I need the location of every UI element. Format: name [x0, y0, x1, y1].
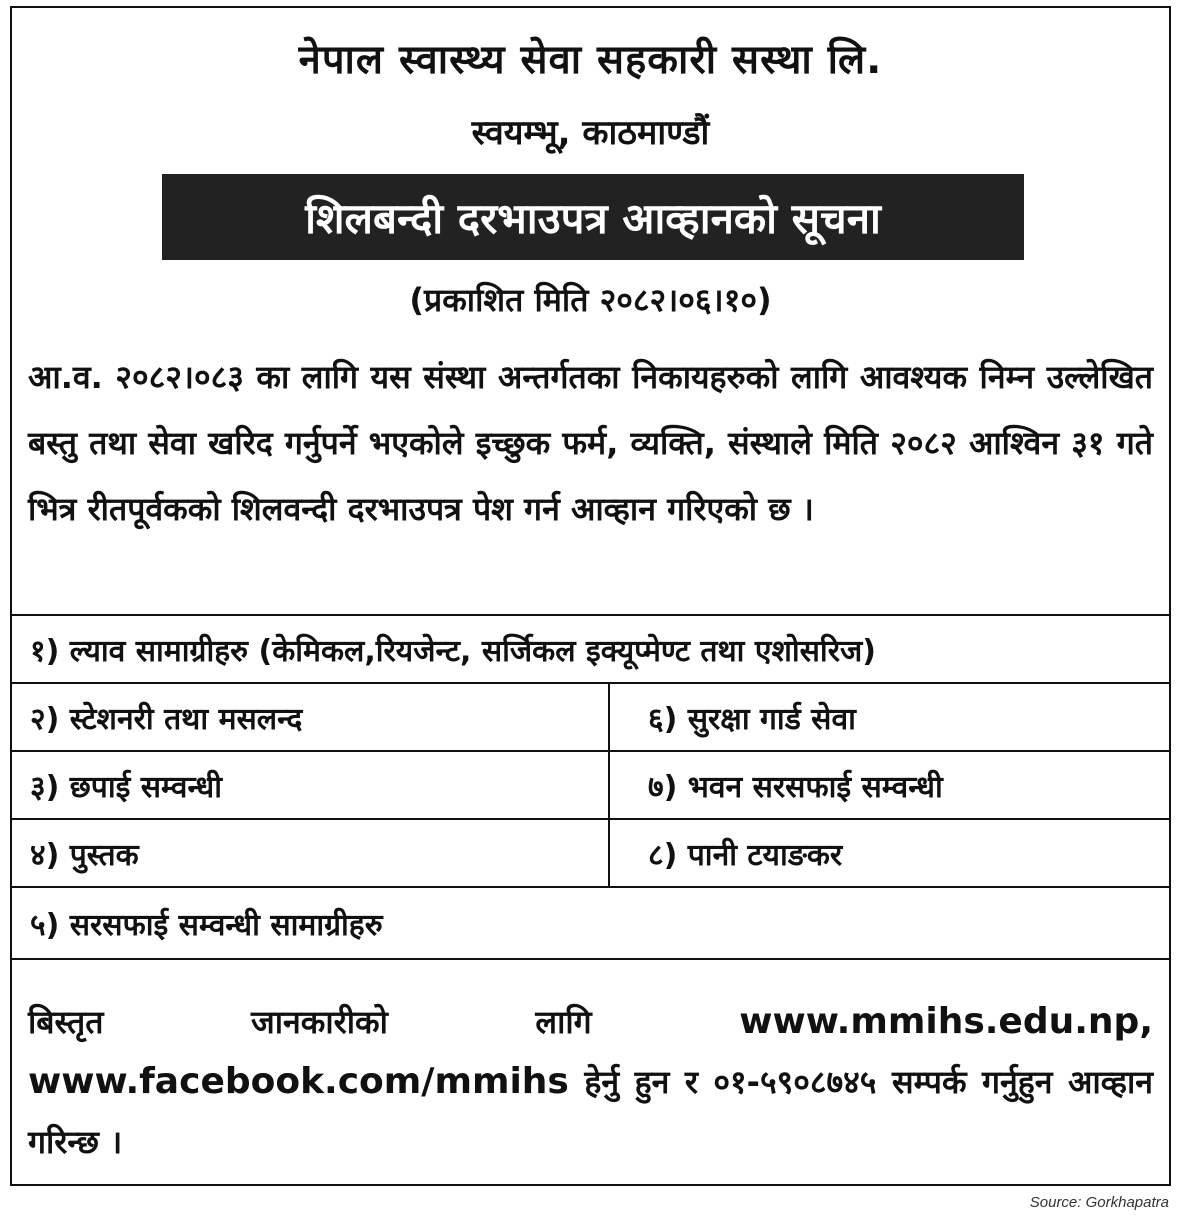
- website-link[interactable]: www.mmihs.edu.np,: [739, 1001, 1153, 1042]
- organization-name: नेपाल स्वास्थ्य सेवा सहकारी सस्था लि.: [298, 37, 883, 83]
- table-row: [12, 616, 1169, 684]
- facebook-link[interactable]: www.facebook.com/mmihs: [28, 1061, 569, 1102]
- table-row: [12, 752, 1169, 820]
- table-row: [12, 888, 1169, 960]
- item-7: ७) भवन सरसफाई सम्वन्धी: [648, 769, 943, 805]
- contact-closing: सम्पर्क गर्नुहुन आव्हान गरिन्छ ।: [28, 1063, 1154, 1161]
- source-credit: Source: Gorkhapatra: [1029, 1194, 1169, 1211]
- item-4: ४) पुस्तक: [12, 820, 610, 886]
- phone-number: ०१-५९०८७४५: [713, 1063, 877, 1101]
- contact-intro: बिस्तृत जानकारीको लागि: [28, 1003, 592, 1041]
- item-3: ३) छपाई सम्वन्धी: [12, 752, 610, 818]
- table-row: [12, 684, 1169, 752]
- notice-body: आ.व. २०८२।०८३ का लागि यस संस्था अन्तर्गतका निकायहरुको लागि आवश्यक निम्न उल्लेखित बस्तु तथा सेवा खरिद गर्नुपर्ने भएकोले इच्छुक फर्म, व्यक्ति, संस्थाले मिति २०८२ आश्विन ३१ गते भित्र रीतपूर्वकको शिलवन्दी दरभाउपत्र पेश गर्न आव्हान गरिएको छ ।: [28, 358, 1153, 528]
- notice-title: शिलबन्दी दरभाउपत्र आव्हानको सूचना: [162, 174, 1024, 260]
- items-table: [12, 614, 1169, 960]
- item-5: ५) सरसफाई सम्वन्धी सामाग्रीहरु: [30, 907, 383, 943]
- item-8: ८) पानी टयाङकर: [648, 837, 843, 873]
- publish-date: (प्रकाशित मिति २०८२।०६।१०): [409, 281, 772, 319]
- contact-info: [28, 992, 1153, 1172]
- contact-middle: हेर्नु हुन र: [584, 1063, 698, 1101]
- organization-address: स्वयम्भू, काठमाण्डौं: [471, 113, 710, 153]
- item-2: २) स्टेशनरी तथा मसलन्द: [12, 684, 610, 750]
- item-1: १) ल्याव सामाग्रीहरु (केमिकल,रियजेन्ट, सर्जिकल इक्यूप्मेण्ट तथा एशोसरिज): [30, 633, 876, 669]
- table-row: [12, 820, 1169, 888]
- item-6: ६) सुरक्षा गार्ड सेवा: [648, 701, 856, 737]
- notice-box: [10, 6, 1171, 1186]
